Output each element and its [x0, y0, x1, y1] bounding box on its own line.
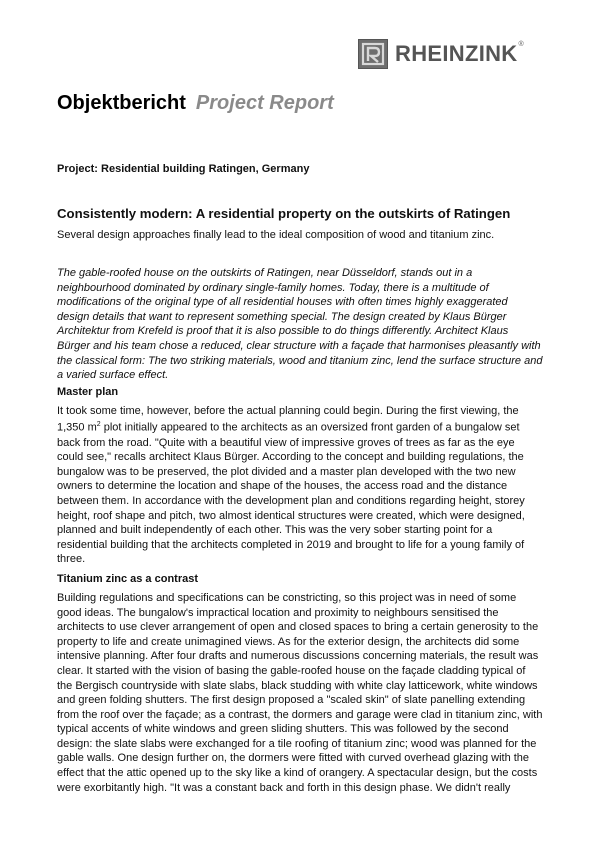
article-headline: Consistently modern: A residential property on the outskirts of Ratingen	[57, 206, 511, 221]
section-text-part: plot initially appeared to the architects as an oversized front garden of a bungalow set back from the road. "Quite with a beautiful view of impressive groves of trees as far as the eye could see," recalls architect Klaus Bürger. According to the concept and building regulations, the bungalow was to be preserved, the plot divided and a master plan developed with the two new owners to determine the location and shape of the houses, the access road and the distance between them. In accordance with the development plan and conditions regarding height, storey height, roof shape and pitch, two almost identical structures were created, which were designed, planned and built independently of each other. This was the very sober starting point for a residential building that the architects completed in 2019 and brought to life for a young family of three.	[57, 422, 525, 566]
document-header	[57, 92, 334, 115]
section-heading-master-plan: Master plan	[57, 385, 119, 398]
title-english: Project Report	[195, 92, 334, 114]
section-text-titanium-zinc: Building regulations and specifications can be constricting, so this project was in need of some good ideas. The bungalow's impractical location and proximity to neighbours sensitised the architects to use clever arrangement of open and closed spaces to bring a certain generosity to the property to life and create unimagined views. As for the exterior design, the architects did some intensive planning. After four drafts and numerous discussions concerning materials, the result was clear. It started with the vision of basing the gable-roofed house on the façade cladding typical of the Bergisch countryside with slate slabs, black studding with white clay latticework, white windows and green folding shutters. The first design proposed a "scaled skin" of slate panelling extending from the roof over the façade; as a contrast, the dormers and garage were clad in titanium zinc, with typical accents of white windows and green sliding shutters. This was followed by the second design: the slate slabs were exchanged for a tile roofing of titanium zinc; wood was planned for the gable walls. One design further on, the dormers were fitted with curved overhead glazing with the effect that the attic opened up to the sky like a kind of orangery. A spectacular design, but the costs were exorbitantly high. "It was a constant back and forth in this design phase. We didn't really	[57, 591, 543, 794]
article-body	[57, 266, 543, 800]
superscript: 2	[96, 421, 101, 429]
article-subline: Several design approaches finally lead to the ideal composition of wood and titanium zinc.	[57, 229, 495, 241]
section-text-master-plan	[57, 404, 543, 567]
rheinzink-logo	[358, 37, 524, 71]
title-german: Objektbericht	[57, 92, 186, 114]
section-heading-titanium-zinc: Titanium zinc as a contrast	[57, 572, 199, 585]
project-line: Project: Residential building Ratingen, Germany	[57, 163, 310, 175]
lead-paragraph: The gable-roofed house on the outskirts of Ratingen, near Düsseldorf, stands out in a neighbourhood dominated by ordinary single-family homes. Today, there is a multitude of modifications of the original type of all residential houses with often times highly exaggerated design details that want to represent something special. The design created by Klaus Bürger Architektur from Krefeld is proof that it is also possible to do things differently. Architect Klaus Bürger and his team chose a reduced, clear structure with a façade that harmonises pleasantly with the classical form: The two striking materials, wood and titanium zinc, lend the surface structure and a varied surface effect.	[57, 267, 543, 382]
registered-mark: ®	[518, 41, 524, 48]
rheinzink-logo-mark-icon	[358, 39, 388, 69]
section-text-part: It took some time, however, before the actual planning could begin. During the first viewing, the 1,350 m	[57, 404, 519, 434]
brand-name: RHEINZINK	[395, 41, 518, 66]
